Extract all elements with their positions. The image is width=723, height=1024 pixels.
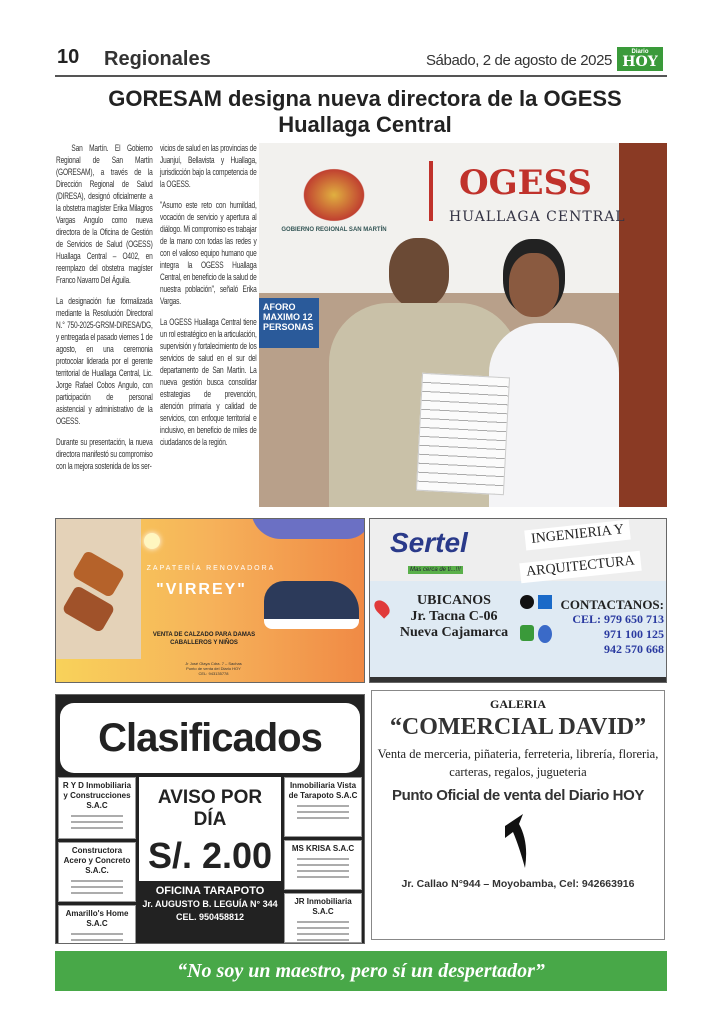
- woman-head: [509, 253, 559, 317]
- man-head: [389, 238, 449, 308]
- virrey-name: "VIRREY": [156, 581, 247, 598]
- resolution-document: [416, 373, 510, 495]
- clasificados-ad: [55, 694, 365, 944]
- paragraph: vicios de salud en las provincias de Juanjuí, Bellavista y Huallaga, jurisdicción bajo la competencia de la OGESS.: [160, 142, 257, 189]
- article-photo: [259, 143, 667, 507]
- galeria-address: Jr. Callao N°944 – Moyobamba, Cel: 942663916: [401, 878, 635, 890]
- logo-small: Diario: [631, 49, 649, 55]
- classified-title: JR Inmobiliaria S.A.C: [294, 897, 352, 916]
- article-headline: GORESAM designa nueva directora de la OGESS Huallaga Central: [108, 86, 622, 137]
- paragraph: "Asumo este reto con humildad, vocación de servicio y apertura al diálogo. Mi compromiso es trabajar de la mano con todas las redes y con el valioso equipo humano que integra la OGESS Huallaga Central, en beneficio de la salud de nuestra población", señaló Erika Vargas.: [160, 199, 257, 306]
- virrey-sales-point: Punto de venta del Diario HOY: [186, 666, 241, 671]
- seal-text: GOBIERNO REGIONAL SAN MARTÍN: [281, 227, 387, 233]
- ogess-sign-title: OGESS: [459, 163, 592, 203]
- classified-title: Inmobiliaria Vista de Tarapoto S.A.C: [288, 781, 358, 800]
- sertel-phone: 942 570 668: [604, 642, 664, 656]
- facebook-icon: [538, 625, 552, 643]
- virrey-tagline: VENTA DE CALZADO PARA DAMAS CABALLEROS Y NIÑOS: [152, 632, 256, 646]
- classified-title: MS KRISA S.A.C: [291, 844, 355, 853]
- clasificados-title: Clasificados: [60, 703, 360, 773]
- paragraph: Durante su presentación, la nueva directora manifestó su compromiso con la mejora sostenida de los ser-: [56, 436, 153, 471]
- quote-banner: “No soy un maestro, pero sí un despertador”: [55, 951, 667, 991]
- aviso-por-dia: AVISO POR DÍA: [157, 787, 263, 830]
- classified-body: [71, 880, 123, 898]
- article-column-1: [56, 142, 153, 481]
- page-number: 10: [57, 46, 80, 68]
- virrey-address: Jr José Olaya Cdra. 7 – Sachas: [185, 661, 242, 666]
- sign-divider: [429, 161, 433, 221]
- classified-title: Amarillo's Home S.A.C: [65, 909, 129, 928]
- sertel-slogan: Mas cerca de ti...!!!: [410, 567, 461, 573]
- paragraph: La designación fue formalizada mediante la Resolución Directoral N.° 750-2025-GRSM-DIRESA/DG, y entregada el pasado viernes 1 de agosto, en una ceremonia protocolar liderada por el gerente territorial de Huallaga Central, Lic. Jorge Rafael Cobos Angulo, con participación de personal asistencial y administrativo de la OGESS.: [56, 295, 153, 426]
- aviso-price: S/. 2.00: [147, 835, 273, 876]
- outlook-icon: [538, 595, 552, 609]
- virrey-ad: [55, 518, 365, 683]
- diario-hoy-logo: [617, 47, 663, 71]
- classified-title: R Y D Inmobiliaria y Construcciones S.A.C: [62, 781, 132, 810]
- sertel-logo: Sertel: [390, 527, 468, 558]
- classified-body: [297, 858, 349, 880]
- galeria-ad: [371, 690, 665, 940]
- woman-body: [489, 323, 619, 507]
- banner-ingenieria: INGENIERIA Y: [524, 520, 631, 551]
- galeria-description: Venta de merceria, piñateria, ferreteria, librería, floreria, carteras, regalos, jugueteria: [377, 747, 659, 779]
- sertel-ad: [369, 518, 667, 683]
- classified-body: [71, 933, 123, 941]
- classified-body: [71, 815, 123, 833]
- boots-photo: [56, 519, 141, 659]
- galeria-official: Punto Oficial de venta del Diario HOY: [392, 787, 644, 804]
- virrey-footer: [151, 661, 276, 676]
- classified-body: [297, 921, 349, 943]
- sertel-phone: CEL: 979 650 713: [572, 612, 664, 626]
- ubicanos-label: UBICANOS: [417, 593, 491, 608]
- whatsapp-icon: [520, 625, 534, 641]
- capacity-sign: AFORO MAXIMO 12 PERSONAS: [259, 298, 319, 348]
- article-column-2: [160, 142, 257, 457]
- contactanos-label: CONTACTANOS:: [560, 597, 664, 612]
- galeria-kicker: GALERIA: [489, 697, 546, 711]
- sneaker-icon: [264, 581, 359, 629]
- sertel-address2: Nueva Cajamarca: [399, 625, 509, 640]
- paragraph: La OGESS Huallaga Central tiene un rol estratégico en la articulación, supervisión y fortalecimiento de los servicios de salud en el sur del departamento de San Martín. La nueva gestión busca consolidar estrategias de prevención, atención primaria y calidad de servicios, con enfoque territorial e inclusivo, en beneficio de miles de ciudadanos de la región.: [160, 316, 257, 447]
- sertel-phone: 971 100 125: [604, 627, 664, 641]
- classified-body: [297, 805, 349, 823]
- tiktok-icon: [520, 595, 534, 609]
- classified-title: Constructora Acero y Concreto S.A.C.: [63, 846, 131, 875]
- header-rule: [55, 75, 667, 77]
- location-pin-icon: [371, 597, 392, 618]
- office-address: Jr. AUGUSTO B. LEGUÍA N° 344: [142, 899, 278, 909]
- section-title: Regionales: [104, 48, 211, 70]
- virrey-phone: CEL: 943135778: [198, 671, 229, 676]
- issue-date: Sábado, 2 de agosto de 2025: [425, 52, 612, 69]
- arrow-up-icon: [503, 814, 533, 870]
- galeria-name: “COMERCIAL DAVID”: [389, 714, 647, 740]
- photo-door: [619, 143, 667, 507]
- paragraph: San Martín. El Gobierno Regional de San Martín (GORESAM), a través de la Dirección Regional de Salud (DIRESA), designó oficialmente a la obstetra magíster Erika Milagros Vargas Angulo como nueva directora de la Oficina de Gestión de Servicios de Salud (OGESS) Huallaga Central – O402, en reemplazo del obstetra magíster Franco Navarro Del Águila.: [56, 142, 153, 285]
- virrey-kicker: ZAPATERÍA RENOVADORA: [146, 565, 276, 572]
- office-name: OFICINA TARAPOTO: [155, 885, 265, 897]
- purple-blob: [251, 518, 365, 539]
- logo-text: HOY: [622, 54, 658, 70]
- office-phone: CEL. 950458812: [175, 912, 245, 922]
- ogess-sign-subtitle: HUALLAGA CENTRAL: [449, 209, 626, 225]
- sun-icon: [144, 533, 160, 549]
- regional-seal-icon: [299, 165, 369, 225]
- sertel-address1: Jr. Tacna C-06: [410, 609, 498, 624]
- ad-bottom-bar: [370, 677, 667, 682]
- banner-arquitectura: ARQUITECTURA: [519, 551, 641, 584]
